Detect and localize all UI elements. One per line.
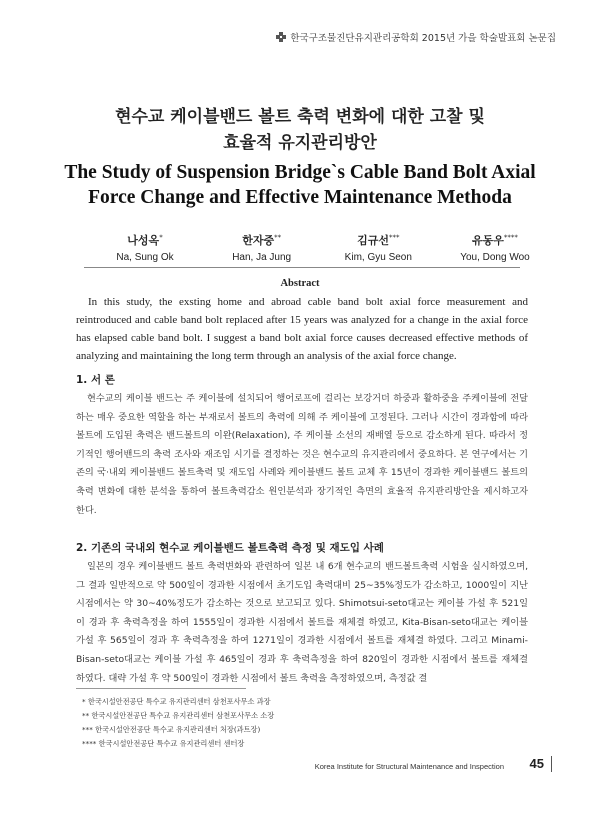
footnote-4: **** 한국시설안전공단 특수교 유지관리센터 센터장 xyxy=(82,739,245,748)
page-number-bar xyxy=(551,756,552,772)
author-name-en: Kim, Gyu Seon xyxy=(344,252,412,263)
footer-institute: Korea Institute for Structural Maintenance and Inspection xyxy=(314,762,504,771)
author-3 xyxy=(323,232,433,263)
author-name-en: Han, Ja Jung xyxy=(232,252,292,263)
section-2-text: 일본의 경우 케이블밴드 볼트 축력변화와 관련하여 일본 내 6개 현수교의 밴드볼트축력 시험을 실시하였으며, 그 결과 일반적으로 약 500일이 경과한 시점에서 초기도입 축력대비 25~35%정도가 감소하고, 1000일이 지난 시점에서는 약 30~40%정도가 감소하는 것으로 보고되고 있다. Shimotsui-seto대교는 케이블 가설 후 521일이 경과 후 축력측정을 하여 1555일이 경과한 시점에서 볼트를 재체결 하였고, Kita-Bisan-seto대교는 케이블 가설 후 565일이 경과 후 축력측정을 하여 1271일이 경과한 시점에서 볼트를 재체결 하였다. 그리고 Minami-Bisan-seto대교는 케이블 가설 후 465일이 경과 후 축력측정을 하여 820일이 경과한 시점에서 볼트를 재체결 하였다. 대략 가설 후 약 500일이 경과한 시점에서 볼트 축력을 측정하였으며, 측정값 결 xyxy=(76,561,528,684)
title-english-line1: The Study of Suspension Bridge`s Cable Band Bolt Axial xyxy=(64,162,536,183)
section-2-heading: 2. 기존의 국내외 현수교 케이블밴드 볼트축력 측정 및 재도입 사례 xyxy=(76,542,384,554)
author-mark: **** xyxy=(503,233,518,242)
author-mark: * xyxy=(159,233,163,242)
section-1-heading: 1. 서 론 xyxy=(76,374,115,386)
author-name-en: Na, Sung Ok xyxy=(116,252,174,263)
title-korean-line2: 효율적 유지관리방안 xyxy=(223,133,377,153)
title-korean-line1: 현수교 케이블밴드 볼트 축력 변화에 대한 고찰 및 xyxy=(115,107,485,127)
footnote-3: *** 한국시설안전공단 특수교 유지관리센터 처장(과트장) xyxy=(82,725,261,734)
author-name-en: You, Dong Woo xyxy=(460,252,530,263)
author-list xyxy=(90,232,550,263)
author-name-ko: 한자중 xyxy=(242,234,275,247)
author-2 xyxy=(207,232,317,263)
page-number: 45 xyxy=(529,756,544,771)
title-english-line2: Force Change and Effective Maintenance Methoda xyxy=(88,187,512,208)
abstract-heading: Abstract xyxy=(280,278,320,289)
author-name-ko: 나성옥 xyxy=(127,234,160,247)
section-1-text: 현수교의 케이블 밴드는 주 케이블에 설치되어 행어로프에 걸리는 보강거더 하중과 활하중을 주케이블에 전달하는 매우 중요한 역할을 하는 부재로서 볼트의 축력에 의해 주 케이블에 고정된다. 그러나 시간이 경과함에 따라 볼트에 도입된 축력은 밴드볼트의 이완(Relaxation), 주 케이블 소선의 재배열 등으로 감소하게 된다. 따라서 정기적인 행어밴드의 축력 조사와 재조임 시기를 결정하는 것은 현수교의 유지관리에서 중요하다. 본 연구에서는 기존의 국·내외 케이블밴드 볼트축력 및 재도입 사례와 케이블밴드 볼트 교체 후 15년이 경과한 케이블밴드 볼트의 축력 변화에 대한 분석을 통하여 볼트축력감소 원인분석과 장기적인 측면의 효율적 유지관리방안을 제시하고자 한다. xyxy=(76,393,528,516)
author-mark: ** xyxy=(274,233,282,242)
author-name-ko: 김규선 xyxy=(357,234,389,247)
author-1 xyxy=(90,232,200,263)
abstract-text: In this study, the exsting home and abroad cable band bolt axial force measurement and reintroduced and cable band bolt replaced after 15 years was analyzed for a change in the axial force has elapsed cable band bolt. I suggest a band bolt axial force causes decreased effective methods of analyzing and maintaining the long term through an analysis of the axial force change. xyxy=(76,296,528,362)
journal-logo-icon xyxy=(276,32,286,42)
author-4 xyxy=(440,232,550,263)
abstract-divider xyxy=(84,267,520,268)
running-header xyxy=(276,30,556,44)
author-name-ko: 유동우 xyxy=(472,234,504,247)
footnote-divider xyxy=(76,688,246,689)
footnote-1: * 한국시설안전공단 특수교 유지관리센터 삼천포사무소 과장 xyxy=(82,697,271,706)
journal-name: 한국구조물진단유지관리공학회 2015년 가을 학술발표회 논문집 xyxy=(290,33,556,44)
footnote-2: ** 한국시설안전공단 특수교 유지관리센터 삼천포사무소 소장 xyxy=(82,711,275,720)
author-mark: *** xyxy=(389,233,400,242)
